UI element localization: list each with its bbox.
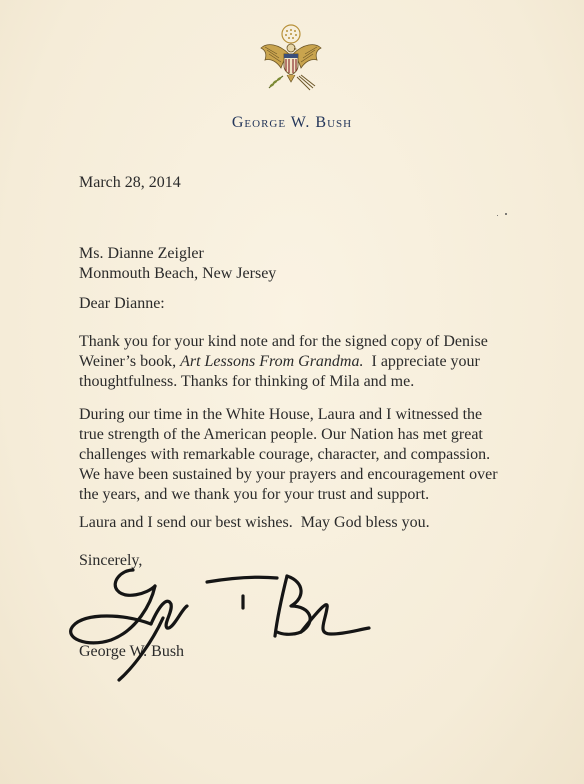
letterhead-name: George W. Bush: [231, 114, 353, 131]
handwritten-signature: [55, 548, 375, 688]
typed-signature-name: George W. Bush: [79, 643, 185, 660]
paragraph-line: true strength of the American people. Our Nation has met great: [79, 426, 483, 443]
text-segment: Weiner’s book,: [79, 353, 181, 370]
presidential-seal-icon: [253, 20, 329, 96]
paper-speck: [497, 215, 498, 216]
text-segment: I appreciate your: [363, 353, 480, 370]
paragraph-line: We have been sustained by your prayers and encouragement over: [79, 466, 498, 483]
salutation: Dear Dianne:: [79, 295, 165, 312]
paper-speck: [505, 213, 507, 215]
paragraph-line: [79, 352, 488, 372]
paragraph-line: challenges with remarkable courage, character, and compassion.: [79, 446, 491, 463]
recipient-location: Monmouth Beach, New Jersey: [79, 265, 277, 282]
paragraph-line: Thank you for your kind note and for the signed copy of Denise: [79, 333, 488, 350]
paragraph-thanks: [79, 332, 488, 392]
recipient-name: Ms. Dianne Zeigler: [79, 245, 204, 262]
paragraph-wishes: Laura and I send our best wishes. May God bless you.: [79, 514, 430, 531]
paragraph-line: During our time in the White House, Laura and I witnessed the: [79, 406, 483, 423]
recipient-address: [79, 244, 276, 284]
paragraph-line: thoughtfulness. Thanks for thinking of Mila and me.: [79, 373, 415, 390]
paragraph-line: the years, and we thank you for your trust and support.: [79, 486, 430, 503]
paragraph-white-house: [79, 405, 498, 505]
letter-date: March 28, 2014: [79, 174, 181, 191]
closing: Sincerely,: [79, 552, 143, 569]
book-title: Art Lessons From Grandma.: [180, 353, 364, 370]
